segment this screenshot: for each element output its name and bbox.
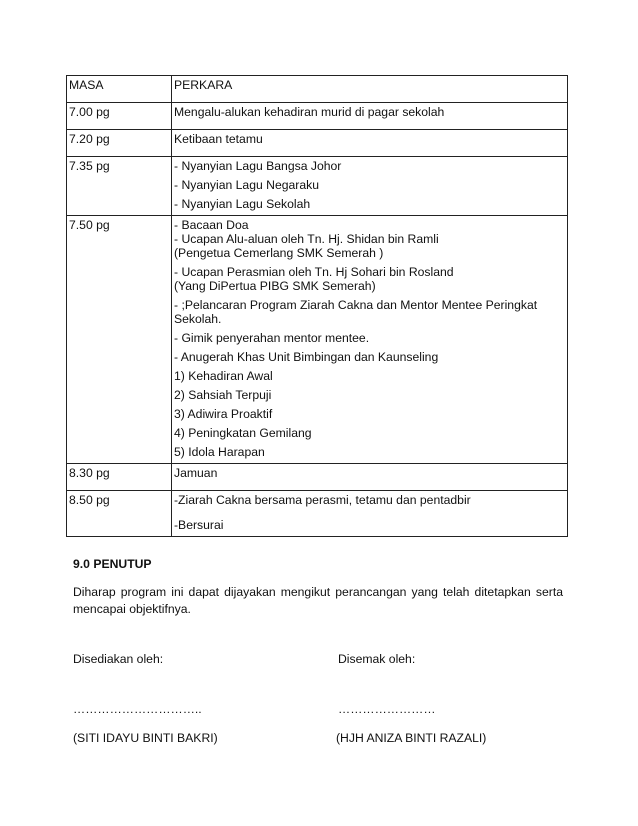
row-line: 3) Adiwira Proaktif: [174, 407, 273, 421]
row-item: [172, 464, 568, 491]
row-line: 1) Kehadiran Awal: [174, 369, 273, 383]
row-time: 8.50 pg: [67, 491, 172, 537]
row-line: 2) Sahsiah Terpuji: [174, 388, 272, 402]
row-line: -Ziarah Cakna bersama perasmi, tetamu dan pentadbir: [174, 493, 471, 507]
row-item: [172, 157, 568, 216]
row-line: - Gimik penyerahan mentor mentee.: [174, 331, 370, 345]
table-row: [67, 491, 568, 537]
row-item: [172, 491, 568, 537]
row-line: - Nyanyian Lagu Bangsa Johor: [174, 159, 342, 173]
row-line: 4) Peningkatan Gemilang: [174, 426, 312, 440]
row-line: Ketibaan tetamu: [174, 132, 263, 146]
table-row: [67, 103, 568, 130]
row-line: - Bacaan Doa - Ucapan Alu-aluan oleh Tn. Hj. Shidan bin Ramli (Pengetua Cemerlang SMK Semerah ): [174, 218, 439, 260]
header-item: PERKARA: [172, 76, 568, 103]
row-line: -Bersurai: [174, 518, 224, 532]
row-line: - Nyanyian Lagu Negaraku: [174, 178, 319, 192]
checked-by-name: (HJH ANIZA BINTI RAZALI): [336, 731, 487, 745]
row-item: [172, 130, 568, 157]
prepared-signature-line: …………………………..: [73, 702, 202, 716]
table-row: [67, 130, 568, 157]
row-time: 7.35 pg: [67, 157, 172, 216]
schedule-table: [66, 75, 568, 537]
prepared-by-name: (SITI IDAYU BINTI BAKRI): [73, 731, 218, 745]
row-line: - Nyanyian Lagu Sekolah: [174, 197, 311, 211]
table-row: [67, 216, 568, 464]
checked-by-label: Disemak oleh:: [338, 652, 416, 666]
row-line: Mengalu-alukan kehadiran murid di pagar sekolah: [174, 105, 445, 119]
row-line: - ;Pelancaran Program Ziarah Cakna dan Mentor Mentee Peringkat Sekolah.: [174, 298, 538, 326]
row-time: 7.00 pg: [67, 103, 172, 130]
table-row: [67, 157, 568, 216]
closing-paragraph: Diharap program ini dapat dijayakan mengikut perancangan yang telah ditetapkan serta mencapai objektifnya.: [73, 585, 563, 616]
row-time: 8.30 pg: [67, 464, 172, 491]
section-heading: 9.0 PENUTUP: [73, 557, 152, 571]
prepared-by-label: Disediakan oleh:: [73, 652, 164, 666]
checked-signature-line: ……………………: [338, 702, 436, 716]
row-time: 7.50 pg: [67, 216, 172, 464]
row-line: - Ucapan Perasmian oleh Tn. Hj Sohari bin Rosland (Yang DiPertua PIBG SMK Semerah): [174, 265, 454, 293]
row-item: [172, 216, 568, 464]
row-line: Jamuan: [174, 466, 218, 480]
row-item: [172, 103, 568, 130]
table-header-row: [67, 76, 568, 103]
table-row: [67, 464, 568, 491]
header-time: MASA: [67, 76, 172, 103]
row-line: 5) Idola Harapan: [174, 445, 265, 459]
row-time: 7.20 pg: [67, 130, 172, 157]
row-line: - Anugerah Khas Unit Bimbingan dan Kaunseling: [174, 350, 439, 364]
